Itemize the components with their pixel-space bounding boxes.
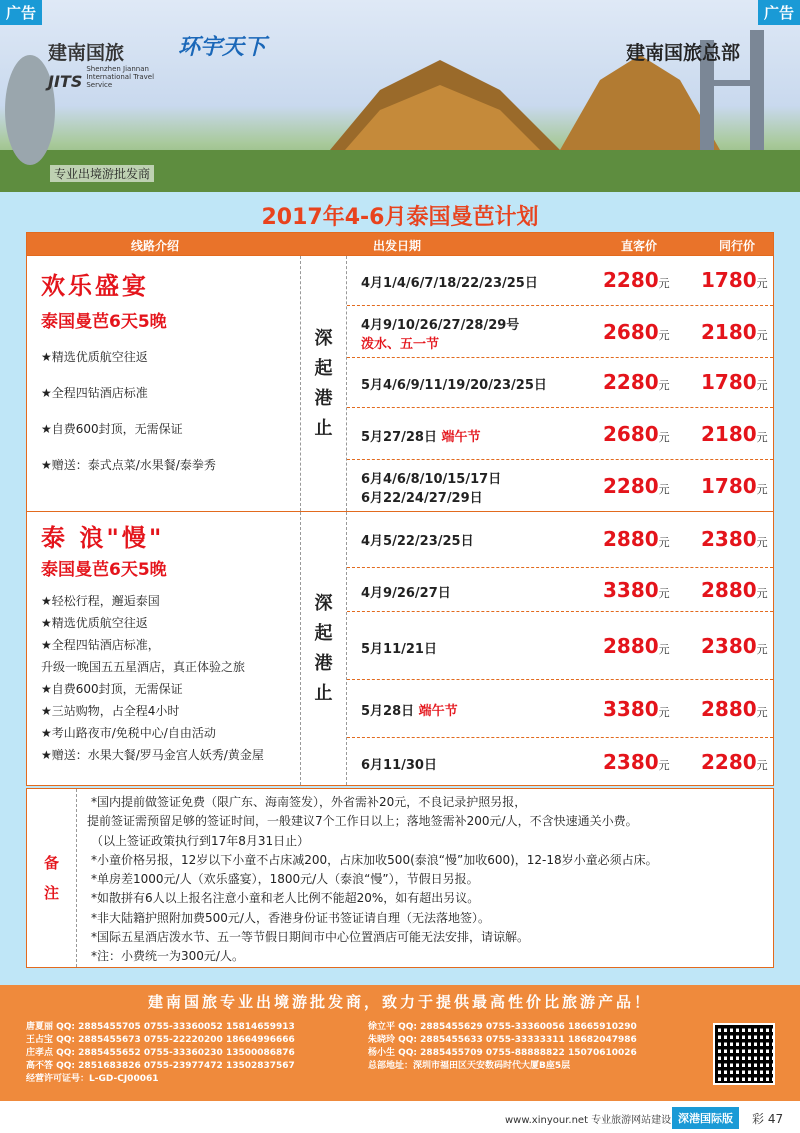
contact-item: 徐立平 QQ: 2885455629 0755-33360056 18665910290 [368,1022,637,1032]
note-line: *如散拼有6人以上报名注意小童和老人比例不能超20%，如有超出另议。 [91,891,480,906]
price-value: 3380 [603,697,659,721]
direct-price [603,268,670,292]
peer-price [701,750,768,774]
brand-badge: 深港国际版 [672,1107,739,1129]
price-table [26,232,774,786]
holiday-note: 泼水、五一节 [361,337,440,352]
header-peer-price: 同行价 [719,239,756,253]
route-subtitle: 泰国曼芭6天5晚 [41,560,167,580]
depart-char: 起 [314,622,333,644]
landscape-illustration [0,0,800,192]
price-value: 2880 [701,578,757,602]
price-unit: 元 [658,706,670,719]
direct-price [603,320,670,344]
contact-item: 王占宝 QQ: 2885455673 0755-22220200 18664996666 [26,1035,295,1045]
price-value: 2880 [603,634,659,658]
price-unit: 元 [756,379,768,392]
departure-city [301,256,347,511]
header-banner [0,0,800,192]
hq-address: 总部地址：深圳市福田区天安数码时代大厦B座5层 [368,1061,571,1071]
notes-label-char: 备 [43,854,59,872]
direct-price [603,634,670,658]
table-row [347,680,773,738]
route-info [27,512,301,785]
table-row [347,358,773,408]
departure-dates [361,426,481,445]
price-value: 1780 [701,268,757,292]
price-unit: 元 [658,483,670,496]
peer-price [701,578,768,602]
departure-dates: 4月1/4/6/7/18/22/23/25日 [361,276,538,291]
price-value: 2280 [701,750,757,774]
depart-char: 止 [314,417,333,439]
price-value: 2180 [701,320,757,344]
contact-item: 唐夏丽 QQ: 2885455705 0755-33360052 15814659913 [26,1022,295,1032]
holiday-note: 端午节 [418,704,458,719]
price-unit: 元 [756,536,768,549]
peer-price [701,474,768,498]
feature-item: ★全程四钻酒店标准， [41,638,160,652]
price-value: 2180 [701,422,757,446]
header-direct-price: 直客价 [621,239,658,253]
date-rows [347,256,773,511]
feature-item: ★考山路夜市/免税中心/自由活动 [41,726,216,740]
price-unit: 元 [658,379,670,392]
hq-label: 建南国旅总部 [625,42,740,64]
feature-item: ★自费600封顶，无需保证 [41,422,183,436]
peer-price [701,370,768,394]
date-text: 6月4/6/8/10/15/17日 [361,472,502,487]
price-value: 2880 [603,527,659,551]
notes-lines [87,793,767,967]
price-unit: 元 [756,587,768,600]
page-number: 彩 47 [752,1112,784,1126]
price-unit: 元 [756,277,768,290]
depart-char: 止 [314,682,333,704]
table-row [347,460,773,510]
direct-price [603,370,670,394]
depart-char: 深 [314,327,333,349]
route-title: 欢乐盛宴 [41,272,149,300]
price-unit: 元 [756,706,768,719]
peer-price [701,422,768,446]
feature-item: ★赠送：水果大餐/罗马金宫人妖秀/黄金屋 [41,748,264,762]
route-info [27,256,301,511]
date-text: 5月27/28日 [361,430,437,445]
global-logo: 环宇天下 [178,35,267,60]
slogan: 建南国旅专业出境游批发商，致力于提供最高性价比旅游产品！ [147,993,652,1011]
direct-price [603,527,670,551]
peer-price [701,634,768,658]
peer-price [701,697,768,721]
note-line: *注：小费统一为300元/人。 [91,949,244,964]
price-value: 2280 [603,370,659,394]
feature-item: ★精选优质航空往返 [41,350,148,364]
depart-char: 起 [314,357,333,379]
price-unit: 元 [658,587,670,600]
note-line: （以上签证政策执行到17年8月31日止） [91,833,310,848]
date-text: 6月22/24/27/29日 [361,491,483,506]
direct-price [603,578,670,602]
price-value: 2280 [603,268,659,292]
contact-item: 庄孝点 QQ: 2885455652 0755-33360230 13500086876 [26,1048,295,1058]
peer-price [701,527,768,551]
departure-dates [361,700,458,719]
qr-code-icon [713,1023,775,1085]
logo-sub: Shenzhen Jiannan International Travel Service [86,65,155,89]
direct-price [603,422,670,446]
contact-item: 朱晓玲 QQ: 2885455633 0755-33333311 18682047986 [368,1035,637,1045]
date-text: 4月9/10/26/27/28/29号 [361,318,520,333]
table-row [347,408,773,460]
note-line: 提前签证需预留足够的签证时间，一般建议7个工作日以上；落地签需补200元/人，不含快速通关小费。 [87,814,638,829]
contact-item: 杨小生 QQ: 2885455709 0755-88888822 15070610026 [368,1048,637,1058]
price-value: 2680 [603,320,659,344]
bottom-bar [0,1101,800,1133]
table-row [347,306,773,358]
route-group-1 [27,255,773,511]
feature-item: ★赠送：泰式点菜/水果餐/泰拳秀 [41,458,216,472]
peer-price [701,268,768,292]
header-route: 线路介绍 [131,239,180,253]
wholesale-label: 专业出境游批发商 [50,165,154,182]
feature-item: ★三站购物，占全程4小时 [41,704,180,718]
table-row [347,738,773,786]
peer-price [701,320,768,344]
note-line: *单房差1000元/人（欢乐盛宴），1800元/人（泰浪“慢”），节假日另报。 [91,872,479,887]
feature-item: ★自费600封顶，无需保证 [41,682,183,696]
price-unit: 元 [658,536,670,549]
price-unit: 元 [756,329,768,342]
site-url: www.xinyour.net 专业旅游网站建设 [505,1115,672,1126]
depart-char: 港 [314,387,333,409]
note-line: *国内提前做签证免费（限广东、海南签发），外省需补20元，不良记录护照另报， [91,795,527,809]
ad-label-left: 广告 [0,0,42,25]
departure-city [301,512,347,785]
feature-item: ★全程四钻酒店标准 [41,386,148,400]
logo-abbr: JITS [48,72,83,91]
feature-item: 升级一晚国五五星酒店，真正体验之旅 [41,660,246,674]
price-unit: 元 [658,329,670,342]
price-unit: 元 [756,759,768,772]
date-text: 5月28日 [361,704,415,719]
price-unit: 元 [756,643,768,656]
notes-label-char: 注 [43,884,59,902]
price-value: 3380 [603,578,659,602]
departure-dates: 4月9/26/27日 [361,586,451,601]
price-value: 2680 [603,422,659,446]
page-title: 2017年4-6月泰国曼芭计划 [261,205,539,230]
departure-dates: 5月4/6/9/11/19/20/23/25日 [361,378,547,393]
departure-dates [361,468,501,506]
table-row [347,612,773,680]
date-rows [347,512,773,785]
notes-label [27,789,77,967]
departure-dates: 5月11/21日 [361,642,437,657]
direct-price [603,750,670,774]
departure-dates: 6月11/30日 [361,758,437,773]
route-subtitle: 泰国曼芭6天5晚 [41,312,167,332]
feature-item: ★轻松行程，邂逅泰国 [41,594,160,608]
direct-price [603,697,670,721]
jits-logo [48,38,176,91]
table-row [347,256,773,306]
route-title: 泰 浪"慢" [41,524,165,552]
note-line: *国际五星酒店泼水节、五一等节假日期间市中心位置酒店可能无法安排，请谅解。 [91,930,530,945]
direct-price [603,474,670,498]
note-line: *小童价格另报，12岁以下小童不占床减200，占床加收500(泰浪“慢”加收600)，12-18岁小童必须占床。 [91,852,658,867]
notes-section [26,788,774,968]
price-value: 2880 [701,697,757,721]
depart-char: 深 [314,592,333,614]
price-value: 2380 [603,750,659,774]
feature-item: ★精选优质航空往返 [41,616,148,630]
header-date: 出发日期 [373,239,422,253]
depart-char: 港 [314,652,333,674]
route-group-2 [27,511,773,785]
price-value: 1780 [701,474,757,498]
table-header [27,233,773,255]
price-unit: 元 [658,277,670,290]
price-unit: 元 [756,431,768,444]
price-unit: 元 [658,643,670,656]
logo-name: 建南国旅 [48,42,125,64]
price-unit: 元 [658,431,670,444]
note-line: *非大陆籍护照附加费500元/人，香港身份证书签证请自理（无法落地签）。 [91,910,490,925]
table-row [347,568,773,612]
table-row [347,512,773,568]
holiday-note: 端午节 [441,430,481,445]
price-value: 2380 [701,527,757,551]
price-unit: 元 [658,759,670,772]
price-value: 2380 [701,634,757,658]
price-value: 1780 [701,370,757,394]
footer [0,985,800,1101]
price-value: 2280 [603,474,659,498]
contact-item: 高不答 QQ: 2851683826 0755-23977472 13502837567 [26,1061,295,1071]
departure-dates: 4月5/22/23/25日 [361,534,474,549]
departure-dates [361,314,519,352]
price-unit: 元 [756,483,768,496]
ad-label-right: 广告 [758,0,800,25]
license-number: 经营许可证号：L-GD-CJ00061 [26,1074,159,1084]
